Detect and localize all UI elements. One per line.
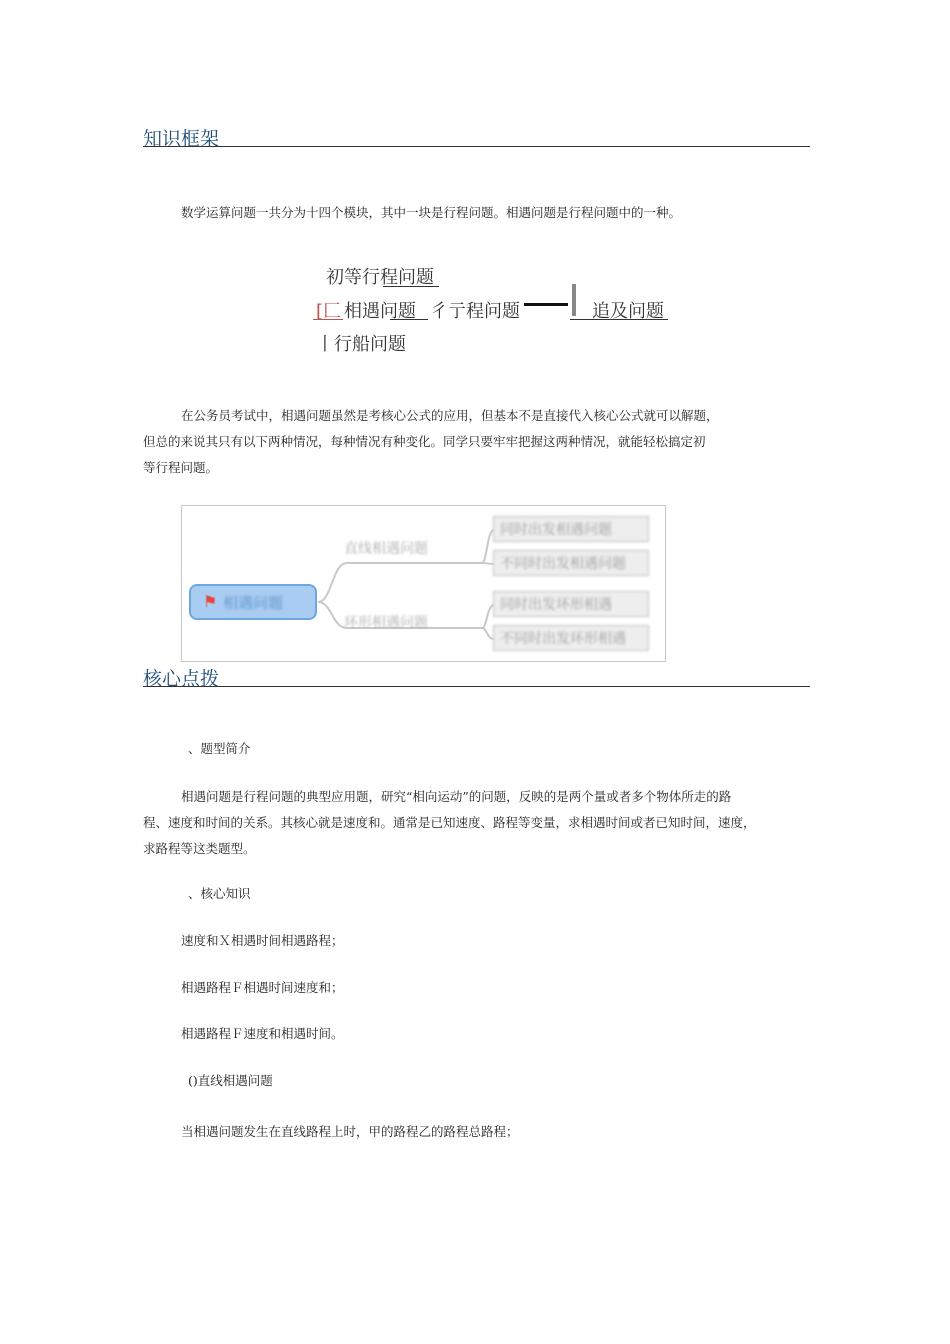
formula-3: 相遇路程Ｆ速度和相遇时间。	[181, 1026, 344, 1041]
core-item-1-title: 、题型简介	[188, 741, 251, 756]
diagram-underline	[383, 286, 439, 287]
diagram-chase-label: 追及问题	[592, 301, 664, 322]
formula-2: 相遇路程Ｆ相遇时间速度和；	[181, 980, 344, 995]
diagram-connector-line	[524, 303, 568, 306]
exam-paragraph-line-2: 但总的来说其只有以下两种情况，每种情况有种变化。同学只要牢牢把握这两种情况，就能轻松搞定初	[143, 434, 706, 449]
sub-title-line-meet: ()直线相遇问题	[188, 1073, 273, 1088]
diagram-chase-underline	[570, 319, 668, 320]
exam-paragraph-line-3: 等行程问题。	[143, 460, 219, 475]
section-divider	[143, 686, 810, 687]
core-intro-line-2: 程、速度和时间的关系。其核心就是速度和。通常是已知速度、路程等变量，求相遇时间或者已知时间，速度，	[143, 815, 756, 830]
diagram-bracket-underline	[313, 319, 343, 320]
diagram-boat-label: 行船问题	[334, 334, 406, 355]
line-meet-rule: 当相遇问题发生在直线路程上时，甲的路程乙的路程总路程；	[181, 1124, 519, 1139]
mindmap-leaf: 同时出发相遇问题	[493, 516, 649, 542]
intro-paragraph: 数学运算问题一共分为十四个模块，其中一块是行程问题。相遇问题是行程问题中的一种。	[181, 205, 682, 220]
mindmap-root-node	[189, 584, 317, 620]
section-title-core: 核心点拨	[143, 668, 220, 690]
diagram-vertical-bar	[572, 284, 576, 316]
diagram-top-label: 初等行程问题	[326, 267, 434, 288]
diagram-bracket-mark: [匚	[316, 301, 342, 322]
section-title-framework: 知识框架	[143, 128, 220, 150]
mindmap-branch-ring: 环形相遇问题	[344, 615, 428, 631]
mindmap-leaf: 同时出发环形相遇	[493, 591, 649, 617]
mindmap-leaf: 不同时出发环形相遇	[493, 625, 649, 651]
formula-1: 速度和Ｘ相遇时间相遇路程；	[181, 933, 344, 948]
core-intro-line-1: 相遇问题是行程问题的典型应用题，研究“相向运动”的问题，反映的是两个量或者多个物体所走的路	[181, 789, 732, 804]
core-item-2-title: 、核心知识	[188, 886, 251, 901]
mindmap-branch-line: 直线相遇问题	[344, 541, 428, 557]
diagram-meet-label: 相遇问题	[344, 301, 416, 322]
section-divider	[143, 146, 810, 147]
diagram-boat-mark: 丨	[316, 334, 334, 355]
diagram-middle-label: 彳亍程问题	[430, 301, 520, 322]
core-intro-line-3: 求路程等这类题型。	[143, 841, 256, 856]
mindmap-leaf: 不同时出发相遇问题	[493, 550, 649, 576]
diagram-meet-underline	[390, 319, 428, 320]
flag-icon: ⚑	[203, 592, 218, 611]
mindmap-root-label: 相遇问题	[223, 594, 284, 612]
mindmap-image	[181, 505, 666, 662]
exam-paragraph-line-1: 在公务员考试中，相遇问题虽然是考核心公式的应用，但基本不是直接代入核心公式就可以解题，	[181, 408, 719, 423]
